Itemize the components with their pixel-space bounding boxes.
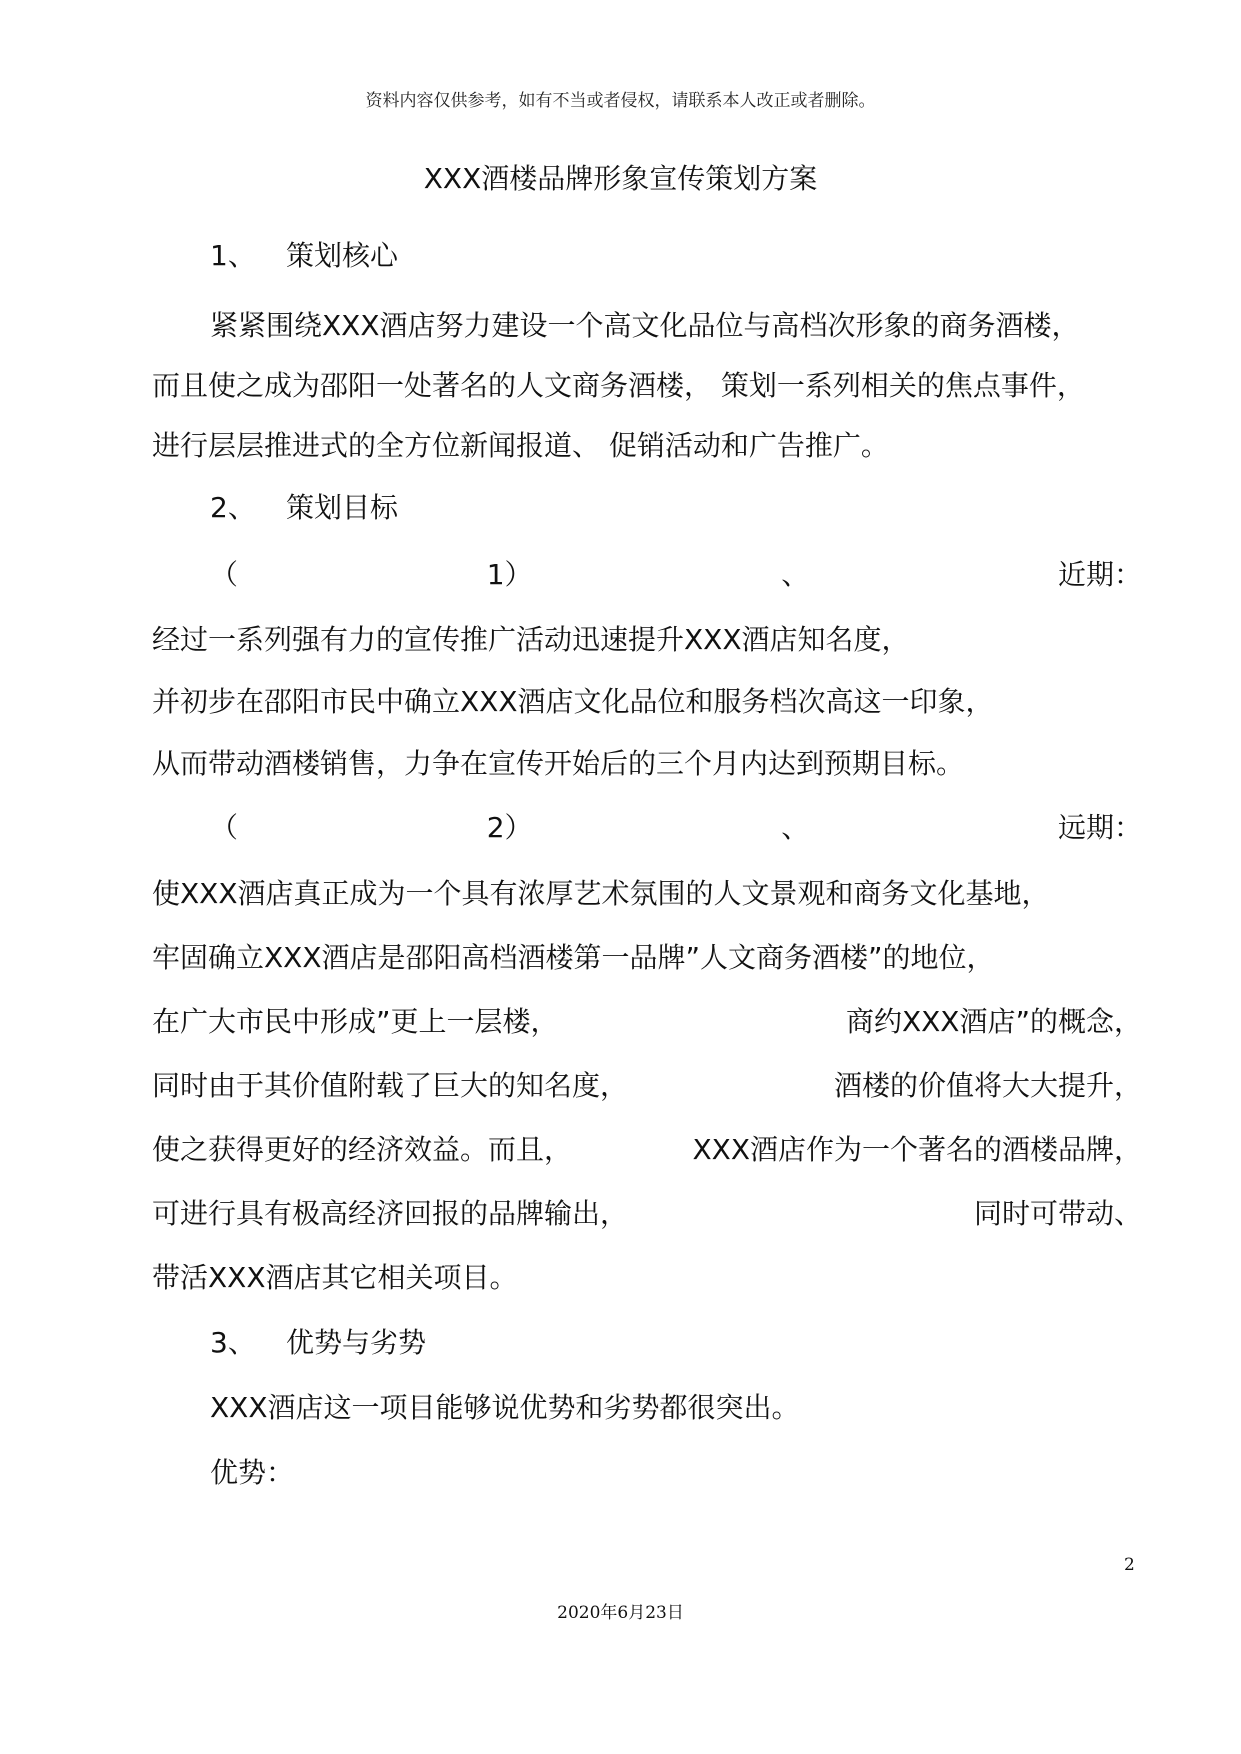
paragraph-line: 经过一系列强有力的宣传推广活动迅速提升XXX酒店知名度， xyxy=(152,623,910,656)
open-paren: （ xyxy=(210,558,239,591)
section-heading-2 xyxy=(210,490,398,526)
line-start: 同时由于其价值附载了巨大的知名度， xyxy=(152,1069,629,1102)
separator: 、 xyxy=(781,811,810,844)
goal-2-heading xyxy=(210,810,1142,846)
line-end: 商约XXX酒店”的概念， xyxy=(845,1005,1142,1038)
paragraph-line xyxy=(152,1132,1142,1168)
page-number: 2 xyxy=(1124,1555,1135,1575)
paragraph-line: XXX酒店这一项目能够说优势和劣势都很突出。 xyxy=(210,1391,800,1424)
section-heading-3 xyxy=(210,1325,426,1361)
line-start: 在广大市民中形成”更上一层楼， xyxy=(152,1005,559,1038)
paragraph-line xyxy=(152,1004,1142,1040)
line-end: 同时可带动、 xyxy=(973,1197,1142,1230)
paragraph-line: 紧紧围绕XXX酒店努力建设一个高文化品位与高档次形象的商务酒楼， xyxy=(210,309,1080,342)
footer-date: 2020年6月23日 xyxy=(557,1603,684,1623)
section-number: 2、 xyxy=(210,491,256,524)
paragraph-line: 并初步在邵阳市民中确立XXX酒店文化品位和服务档次高这一印象， xyxy=(152,685,994,718)
section-title: 策划核心 xyxy=(286,239,399,272)
paragraph-line: 进行层层推进式的全方位新闻报道、 促销活动和广告推广。 xyxy=(152,429,889,462)
goal-label: 远期： xyxy=(1057,811,1142,844)
paragraph-line: 带活XXX酒店其它相关项目。 xyxy=(152,1261,518,1294)
advantage-label: 优势： xyxy=(210,1456,295,1489)
line-end: 酒楼的价值将大大提升， xyxy=(833,1069,1142,1102)
paragraph-line xyxy=(152,1196,1142,1232)
goal-label: 近期： xyxy=(1057,558,1142,591)
section-heading-1 xyxy=(210,238,398,274)
section-title: 优势与劣势 xyxy=(286,1326,427,1359)
section-title: 策划目标 xyxy=(286,491,399,524)
goal-1-heading xyxy=(210,557,1142,593)
separator: 、 xyxy=(781,558,810,591)
paragraph-line: 使XXX酒店真正成为一个具有浓厚艺术氛围的人文景观和商务文化基地， xyxy=(152,877,1050,910)
disclaimer-header: 资料内容仅供参考，如有不当或者侵权，请联系本人改正或者删除。 xyxy=(365,91,876,111)
line-end: XXX酒店作为一个著名的酒楼品牌， xyxy=(692,1133,1142,1166)
paragraph-line: 而且使之成为邵阳一处著名的人文商务酒楼， 策划一系列相关的焦点事件， xyxy=(152,369,1085,402)
goal-number: 1） xyxy=(486,558,533,591)
paragraph-line xyxy=(152,1068,1142,1104)
goal-number: 2） xyxy=(486,811,533,844)
open-paren: （ xyxy=(210,811,239,844)
line-start: 可进行具有极高经济回报的品牌输出， xyxy=(152,1197,629,1230)
document-title: XXX酒楼品牌形象宣传策划方案 xyxy=(423,162,818,195)
section-number: 3、 xyxy=(210,1326,256,1359)
line-start: 使之获得更好的经济效益。而且， xyxy=(152,1133,573,1166)
paragraph-line: 牢固确立XXX酒店是邵阳高档酒楼第一品牌”人文商务酒楼”的地位， xyxy=(152,941,995,974)
section-number: 1、 xyxy=(210,239,256,272)
paragraph-line: 从而带动酒楼销售，力争在宣传开始后的三个月内达到预期目标。 xyxy=(152,747,965,780)
